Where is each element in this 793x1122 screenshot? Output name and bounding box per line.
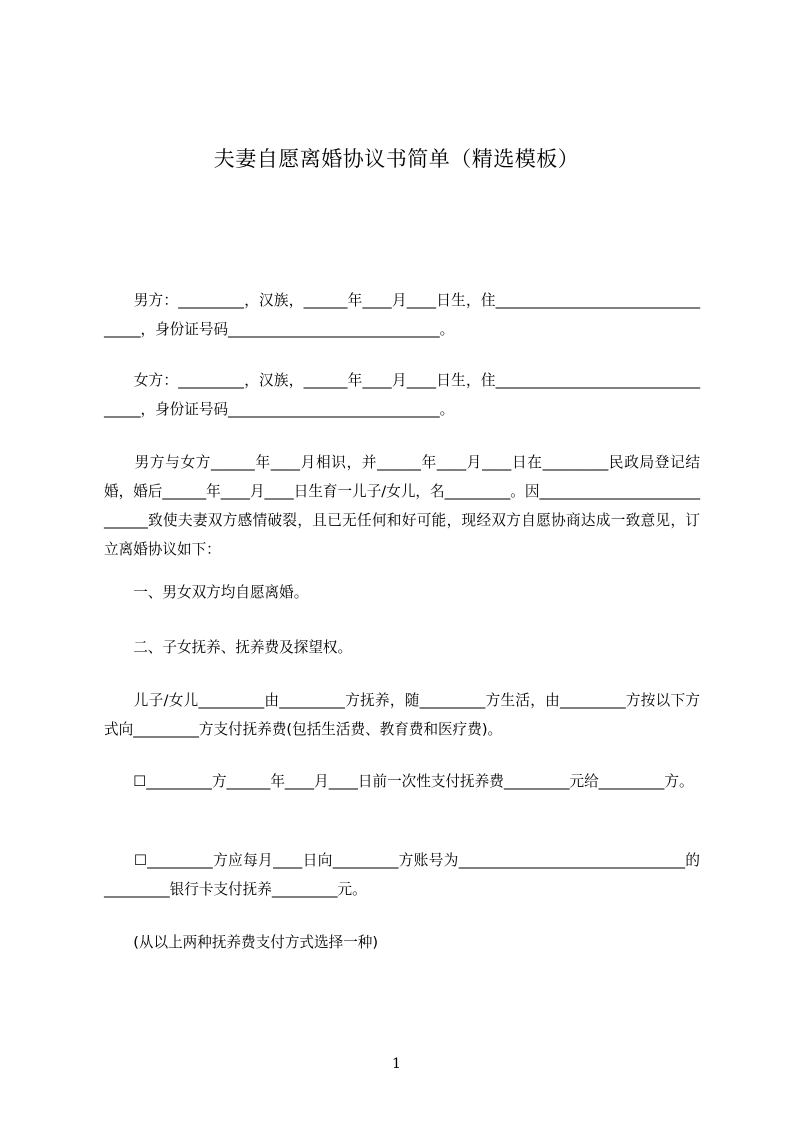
paragraph-male-party: 男方：_________，汉族，______年____月____日生，住_________________________________，身份证号码_____________________________。 bbox=[104, 292, 700, 338]
clause-two: 二、子女抚养、抚养费及探望权。 bbox=[104, 639, 353, 656]
option-lump-sum-payment: ☐_________方______年____月____日前一次性支付抚养费_________元给_________方。 bbox=[104, 773, 694, 790]
paragraph-marriage-history: 男方与女方______年____月相识，并______年____月____日在_________民政局登记结婚，婚后______年____月____日生育一儿子/女儿，名_________。因____________________________致使夫妻双方感情破裂，且已无任何和好可能，现经双方自愿协商达成一致意见，订立离婚协议如下： bbox=[104, 454, 700, 558]
paragraph-custody: 儿子/女儿_________由_________方抚养，随_________方生活，由_________方按以下方式向_________方支付抚养费(包括生活费、教育费和医疗费)。 bbox=[104, 692, 700, 738]
option-monthly-payment: ☐_________方应每月____日向_________方账号为_______________________________的_________银行卡支付抚养_________元。 bbox=[104, 852, 700, 898]
payment-note: (从以上两种抚养费支付方式选择一种) bbox=[104, 934, 379, 951]
clause-one: 一、男女双方均自愿离婚。 bbox=[104, 584, 309, 601]
paragraph-female-party: 女方：_________，汉族，______年____月____日生，住_________________________________，身份证号码_____________________________。 bbox=[104, 372, 700, 418]
document-title: 夫妻自愿离婚协议书简单（精选模板） bbox=[213, 147, 580, 171]
page-number: 1 bbox=[392, 1056, 401, 1072]
